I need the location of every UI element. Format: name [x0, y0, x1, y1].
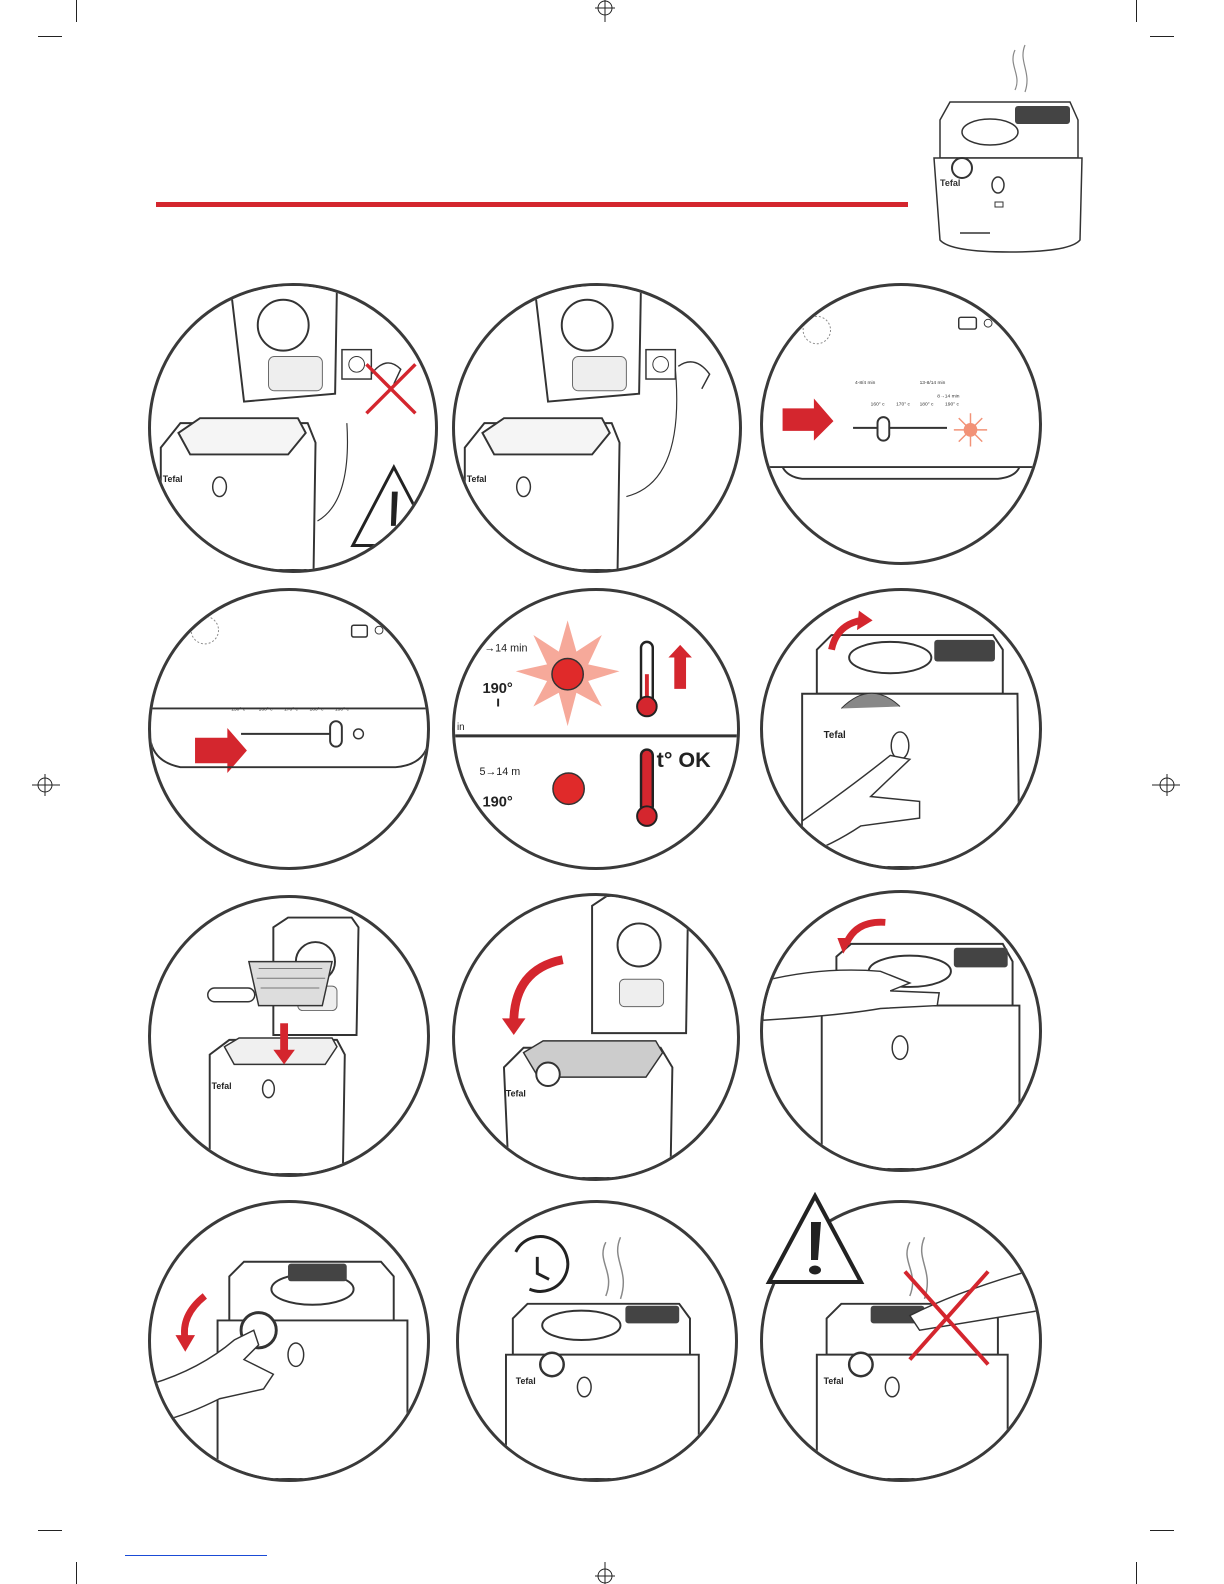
step-panel-cooking-time	[456, 1200, 738, 1482]
red-arrow-icon	[514, 960, 563, 1024]
step-panel-unplugged	[148, 283, 438, 573]
step-panel-set-temperature	[148, 588, 430, 870]
timer-label: 5→14 m	[479, 766, 521, 778]
temperature-slider[interactable]	[878, 417, 890, 440]
temp-label: 180° c	[919, 402, 934, 408]
registration-mark	[590, 0, 620, 30]
thermometer-icon	[637, 642, 657, 716]
step-panel-press-lid	[760, 890, 1042, 1172]
indicator-light-icon	[954, 413, 987, 446]
red-arrow-icon	[184, 1296, 204, 1340]
crop-mark	[1150, 36, 1174, 37]
crop-mark	[38, 36, 62, 37]
registration-mark	[590, 1554, 620, 1584]
section-rule	[156, 202, 908, 207]
crop-mark	[1136, 1562, 1137, 1584]
timing-label: 4-8/4 min	[855, 380, 876, 386]
brand-logo: Tefal	[211, 1080, 232, 1091]
step-panel-turn-knob	[148, 1200, 430, 1482]
indicator-light-glowing-icon	[516, 620, 620, 726]
brand-logo: Tefal	[505, 1088, 526, 1099]
brand-logo: Tefal	[162, 473, 183, 484]
temp-label: 190° c	[945, 402, 959, 408]
temp-label: 160° c	[870, 402, 885, 408]
step-panel-plugged-in	[452, 283, 742, 573]
svg-text:Tefal: Tefal	[940, 178, 961, 188]
step-panel-open-lid	[760, 588, 1042, 870]
registration-mark	[1150, 770, 1180, 800]
clock-icon	[516, 1237, 568, 1292]
fryer-thumbnail	[920, 40, 1090, 260]
timer-label: 8→14 min	[937, 394, 960, 400]
temp-label: 160° c	[258, 707, 273, 713]
rising-arrow-icon	[668, 645, 691, 689]
step-panel-close-lid	[452, 893, 740, 1181]
temp-label: 190°	[482, 794, 513, 811]
step-panel-switch-on	[760, 283, 1042, 565]
step-panel-insert-basket	[148, 895, 430, 1177]
temp-label: 150° c	[231, 707, 246, 713]
timer-label: →14 min	[484, 642, 528, 655]
brand-logo: Tefal	[515, 1376, 536, 1387]
registration-mark	[32, 770, 62, 800]
crop-mark	[38, 1530, 62, 1531]
temp-label: 190°	[482, 680, 513, 697]
time-fragment-label: in	[457, 721, 465, 733]
red-arrow-icon	[846, 922, 885, 944]
crop-mark	[1136, 0, 1137, 22]
warning-triangle-icon	[353, 467, 435, 545]
timing-label: 13-8/14 min	[919, 380, 946, 386]
warning-triangle-icon	[765, 1192, 865, 1287]
crop-mark	[76, 1562, 77, 1584]
temp-label: 180° c	[309, 707, 324, 713]
indicator-light-icon	[553, 773, 584, 804]
brand-logo: Tefal	[466, 473, 487, 484]
step-panel-heating-indicator	[452, 588, 740, 870]
temp-label: 170° c	[896, 402, 910, 408]
brand-logo: Tefal	[823, 1376, 844, 1387]
thermometer-icon	[637, 750, 657, 826]
temp-label: 170° c	[284, 707, 298, 713]
temperature-ok-label: t° OK	[656, 748, 711, 773]
crop-mark	[1150, 1530, 1174, 1531]
temperature-slider[interactable]	[330, 721, 342, 746]
crop-mark	[76, 0, 77, 22]
red-arrow-icon	[783, 399, 834, 441]
brand-logo: Tefal	[823, 729, 846, 741]
red-cross-icon	[366, 364, 415, 413]
temp-label: 190° c	[335, 707, 349, 713]
link-underline	[125, 1555, 267, 1556]
